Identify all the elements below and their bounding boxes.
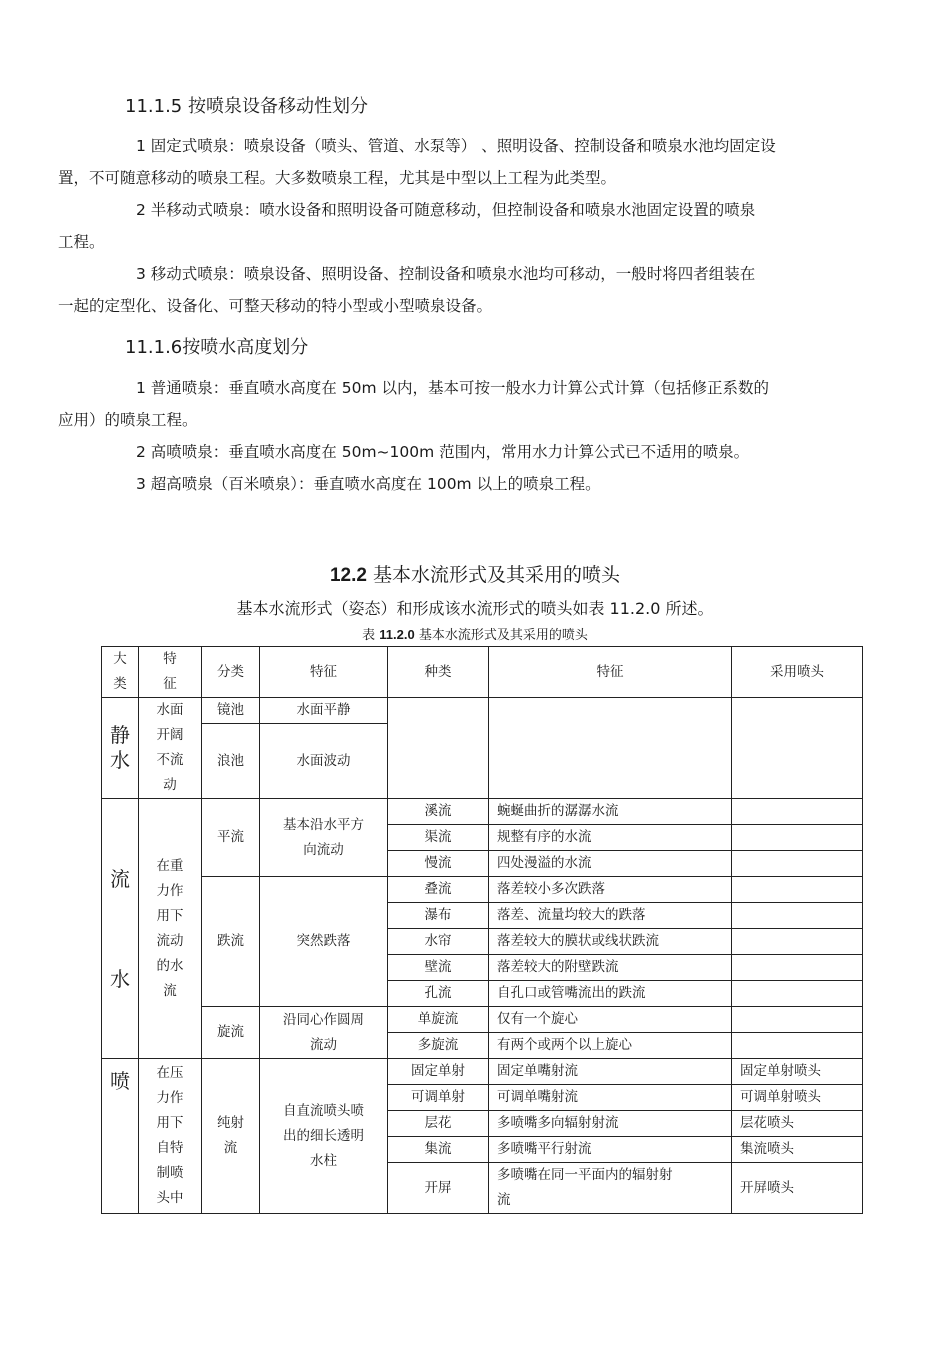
class-pingliu: 平流 [202, 799, 260, 877]
kind-cell: 孔流 [388, 981, 489, 1007]
nozzle-cell [732, 955, 863, 981]
nozzle-cell-empty [732, 698, 863, 799]
para-text: 3 移动式喷泉：喷泉设备、照明设备、控制设备和喷泉水池均可移动，一般时将四者组装在 [136, 265, 756, 283]
water-flow-table [101, 646, 863, 1214]
para-text: 2 半移动式喷泉：喷水设备和照明设备可随意移动，但控制设备和喷泉水池固定设置的喷泉 [136, 201, 756, 219]
kind-cell: 溪流 [388, 799, 489, 825]
para-text: 1 固定式喷泉：喷泉设备（喷头、管道、水泵等） 、照明设备、控制设备和喷泉水池均固定设 [136, 137, 776, 155]
kind-cell: 层花 [388, 1111, 489, 1137]
nozzle-cell [732, 903, 863, 929]
desc-cell: 规整有序的水流 [489, 825, 732, 851]
kind-cell: 渠流 [388, 825, 489, 851]
kind-cell: 多旋流 [388, 1033, 489, 1059]
nozzle-cell: 层花喷头 [732, 1111, 863, 1137]
desc-cell: 落差、流量均较大的跌落 [489, 903, 732, 929]
category-flowing-water: 流 水 [102, 799, 139, 1059]
desc-cell: 可调单嘴射流 [489, 1085, 732, 1111]
table-row [102, 799, 863, 825]
header-tezheng-2: 特征 [260, 647, 388, 698]
desc-cell: 多喷嘴多向辐射射流 [489, 1111, 732, 1137]
desc-cell: 固定单嘴射流 [489, 1059, 732, 1085]
kind-cell: 瀑布 [388, 903, 489, 929]
table-row [102, 877, 863, 903]
kind-cell: 叠流 [388, 877, 489, 903]
table-row [102, 1007, 863, 1033]
table-header-row [102, 647, 863, 698]
desc-cell: 多喷嘴在同一平面内的辐射射 流 [489, 1163, 732, 1214]
table-row [102, 1059, 863, 1085]
kind-cell: 水帘 [388, 929, 489, 955]
table-row [102, 698, 863, 724]
heading-11-1-6: 11.1.6按喷水高度划分 [125, 337, 309, 358]
para-text: 一起的定型化、设备化、可整天移动的特小型或小型喷泉设备。 [58, 297, 493, 315]
nozzle-cell [732, 851, 863, 877]
desc-cell: 四处漫溢的水流 [489, 851, 732, 877]
para-text: 应用）的喷泉工程。 [58, 411, 198, 429]
table-caption [0, 624, 950, 643]
kind-cell: 集流 [388, 1137, 489, 1163]
para-text: 3 超高喷泉（百米喷泉）：垂直喷水高度在 100m 以上的喷泉工程。 [136, 475, 601, 493]
desc-cell: 蜿蜒曲折的潺潺水流 [489, 799, 732, 825]
paragraph-high-fountain [58, 436, 888, 468]
caption-prefix: 表 [362, 628, 380, 643]
nozzle-cell: 开屏喷头 [732, 1163, 863, 1214]
nozzle-cell [732, 877, 863, 903]
para-text: 2 高喷喷泉：垂直喷水高度在 50m~100m 范围内，常用水力计算公式已不适用的喷泉。 [136, 443, 750, 461]
class-xuanliu: 旋流 [202, 1007, 260, 1059]
kind-cell: 单旋流 [388, 1007, 489, 1033]
kind-cell: 可调单射 [388, 1085, 489, 1111]
caption-text: 基本水流形式及其采用的喷头 [414, 628, 588, 643]
desc-cell: 落差较大的附壁跌流 [489, 955, 732, 981]
class-dieliu: 跌流 [202, 877, 260, 1007]
nozzle-cell [732, 1007, 863, 1033]
category-jet-water: 喷 [102, 1059, 139, 1214]
class-cell: 浪池 [202, 724, 260, 799]
desc-cell: 仅有一个旋心 [489, 1007, 732, 1033]
header-tezheng-3: 特征 [489, 647, 732, 698]
kind-cell: 壁流 [388, 955, 489, 981]
nozzle-cell [732, 799, 863, 825]
kind-cell: 开屏 [388, 1163, 489, 1214]
paragraph-semi-mobile-fountain [58, 194, 888, 258]
feature-flowing-water: 在重 力作 用下 流动 的水 流 [139, 799, 202, 1059]
feature-xuanliu: 沿同心作圆周 流动 [260, 1007, 388, 1059]
desc-cell: 多喷嘴平行射流 [489, 1137, 732, 1163]
desc-cell: 有两个或两个以上旋心 [489, 1033, 732, 1059]
para-text: 1 普通喷泉：垂直喷水高度在 50m 以内，基本可按一般水力计算公式计算（包括修正系数的 [136, 379, 769, 397]
paragraph-fixed-fountain [58, 130, 888, 194]
caption-number: 11.2.0 [379, 627, 415, 642]
para-text: 置，不可随意移动的喷泉工程。大多数喷泉工程，尤其是中型以上工程为此类型。 [58, 169, 617, 187]
paragraph-super-high-fountain [58, 468, 888, 500]
nozzle-cell: 可调单射喷头 [732, 1085, 863, 1111]
heading-11-1-5: 11.1.5 按喷泉设备移动性划分 [125, 96, 368, 117]
feature-cell: 水面平静 [260, 698, 388, 724]
section-intro: 基本水流形式（姿态）和形成该水流形式的喷头如表 11.2.0 所述。 [236, 599, 714, 618]
nozzle-cell: 固定单射喷头 [732, 1059, 863, 1085]
nozzle-cell [732, 825, 863, 851]
feature-chunsheliu: 自直流喷头喷 出的细长透明 水柱 [260, 1059, 388, 1214]
nozzle-cell: 集流喷头 [732, 1137, 863, 1163]
para-text: 工程。 [58, 233, 105, 251]
section-title-text: 基本水流形式及其采用的喷头 [373, 564, 621, 586]
feature-dieliu: 突然跌落 [260, 877, 388, 1007]
section-number: 12.2 [329, 565, 367, 586]
kind-cell-empty [388, 698, 489, 799]
feature-cell: 水面波动 [260, 724, 388, 799]
nozzle-cell [732, 1033, 863, 1059]
kind-cell: 慢流 [388, 851, 489, 877]
desc-cell-empty [489, 698, 732, 799]
section-title-12-2 [0, 560, 950, 587]
header-nozzle: 采用喷头 [732, 647, 863, 698]
class-cell: 镜池 [202, 698, 260, 724]
nozzle-cell [732, 929, 863, 955]
header-tezheng: 特 征 [139, 647, 202, 698]
header-dalei: 大 类 [102, 647, 139, 698]
feature-pingliu: 基本沿水平方 向流动 [260, 799, 388, 877]
feature-still-water: 水面 开阔 不流 动 [139, 698, 202, 799]
class-chunsheliu: 纯射 流 [202, 1059, 260, 1214]
feature-jet-water: 在压 力作 用下 自特 制喷 头中 [139, 1059, 202, 1214]
paragraph-mobile-fountain [58, 258, 888, 322]
desc-cell: 落差较小多次跌落 [489, 877, 732, 903]
paragraph-normal-fountain [58, 372, 888, 436]
category-still-water: 静 水 [102, 698, 139, 799]
header-zhonglei: 种类 [388, 647, 489, 698]
kind-cell: 固定单射 [388, 1059, 489, 1085]
header-fenlei: 分类 [202, 647, 260, 698]
desc-cell: 落差较大的膜状或线状跌流 [489, 929, 732, 955]
nozzle-cell [732, 981, 863, 1007]
desc-cell: 自孔口或管嘴流出的跌流 [489, 981, 732, 1007]
